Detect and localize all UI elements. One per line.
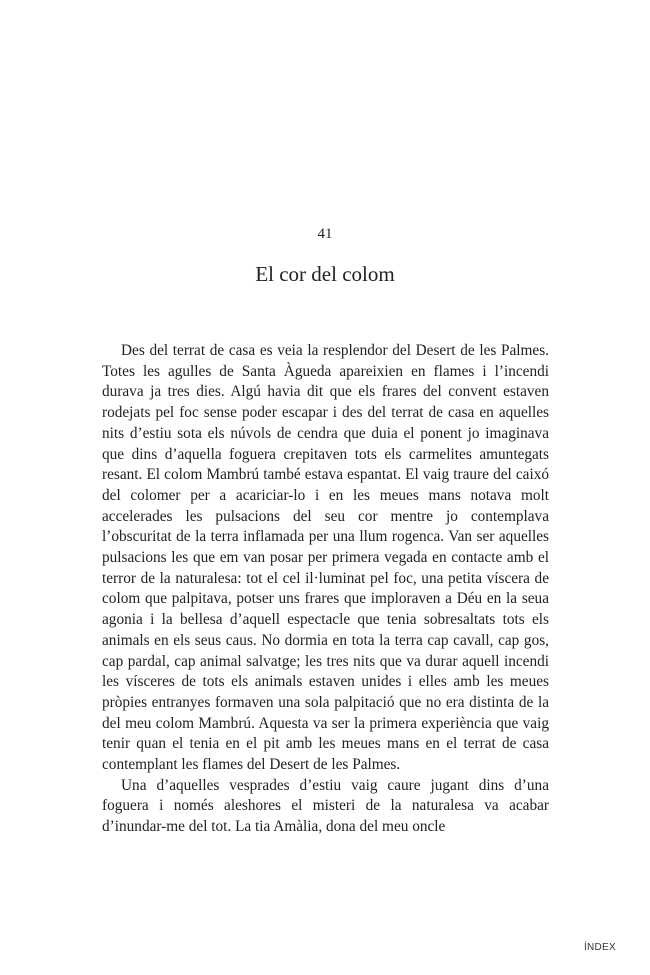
paragraph: Des del terrat de casa es veia la resplendor del Desert de les Palmes. Totes les agulles de Santa Àgueda apareixien en flames i l’incendi durava ja tres dies. Algú havia dit que els frares del convent estaven rodejats pel foc sense poder escapar i des del terrat de casa en aquelles nits d’estiu sota els núvols de cendra que duia el ponent jo imaginava que dins d’aquella foguera crepitaven tots els carmelites amuntegats resant. El colom Mambrú també estava espantat. El vaig traure del caixó del colomer per a acariciar-lo i en les meues mans notava molt accelerades les pulsacions del seu cor mentre jo contemplava l’obscuritat de la terra inflamada per una llum rogenca. Van ser aquelles pulsacions les que em van posar per primera vegada en contacte amb el terror de la naturalesa: tot el cel il·luminat pel foc, una petita víscera de colom que palpitava, potser uns frares que imploraven a Déu en la seua agonia i la bellesa d’aquell espectacle que tenia sobresaltats tots els animals en els seus caus. No dormia en tota la terra cap cavall, cap gos, cap pardal, cap animal salvatge; les tres nits que va durar aquell incendi les vísceres de tots els animals estaven unides i elles amb les meues pròpies entranyes formaven una sola palpitació que no era distinta de la del meu colom Mambrú. Aquesta va ser la primera experiència que vaig tenir quan el tenia en el pit amb les meues mans en el terrat de casa contemplant les flames del Desert de les Palmes. — [102, 342, 549, 774]
body-text — [102, 341, 549, 838]
page-number: 41 — [317, 226, 333, 242]
index-link[interactable]: ÍNDEX — [583, 942, 616, 953]
paragraph: Una d’aquelles vesprades d’estiu vaig caure jugant dins d’una foguera i només aleshores el misteri de la naturalesa va acabar d’inundar-me del tot. La tia Amàlia, dona del meu oncle — [102, 776, 549, 836]
chapter-title: El cor del colom — [255, 262, 395, 286]
